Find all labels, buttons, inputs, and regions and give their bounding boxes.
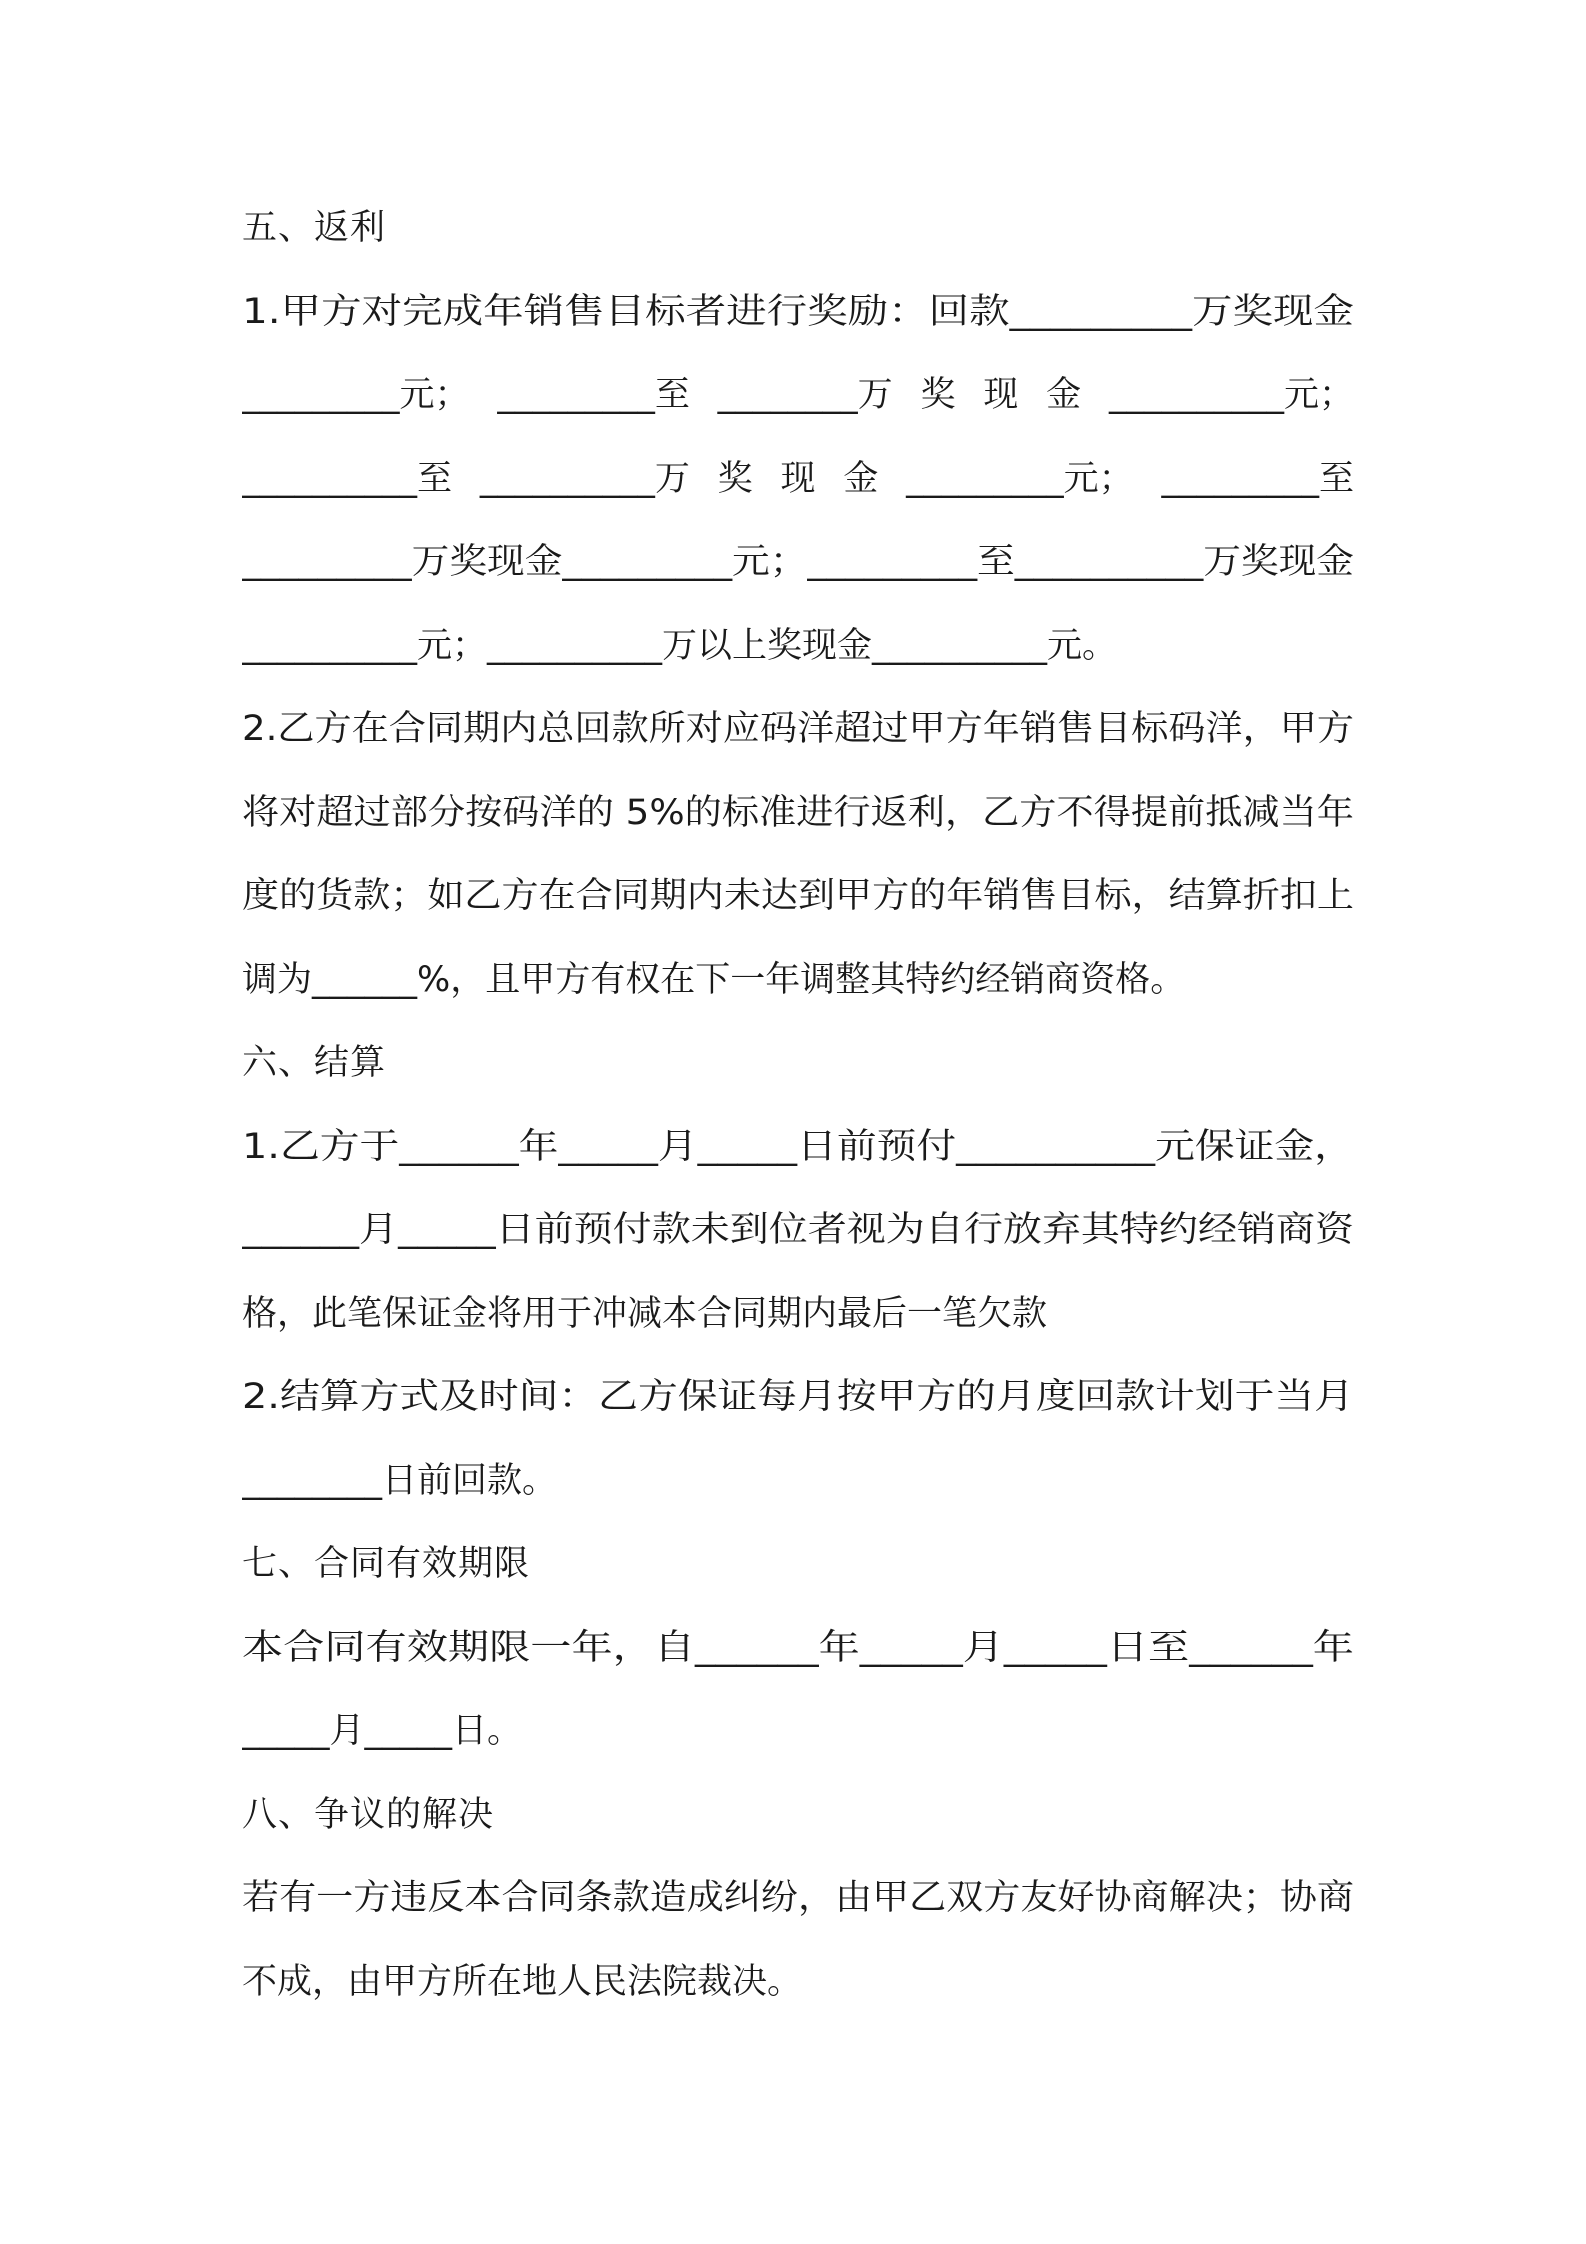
settlement-item1-line2 [242, 1200, 1354, 1284]
rebate-item2-line1 [242, 699, 1354, 783]
text-segment: __________元； [1108, 375, 1354, 415]
text-segment: _________元； [906, 458, 1134, 499]
rebate-item1-line5: __________元；__________万以上奖现金__________元。 [242, 625, 1118, 666]
contract-body [242, 198, 1354, 2035]
text-segment: _________元； [242, 375, 470, 415]
settlement-item1-line3: 格，此笔保证金将用于冲减本合同期内最后一笔欠款 [242, 1293, 1048, 1334]
rebate-item1-line1 [242, 282, 1354, 366]
text-segment: 金 [1046, 375, 1082, 415]
section-heading-rebate: 五、返利 [242, 208, 387, 248]
text-segment: 本合同有效期限一年，自______年_____月_____日至______年 [242, 1627, 1354, 1668]
text-segment: __________至 [242, 458, 453, 499]
rebate-item2-line2 [242, 783, 1354, 867]
rebate-item1-line4 [242, 532, 1354, 616]
term-line2: _____月_____日。 [242, 1711, 523, 1751]
text-segment: _________万奖现金_________元；_________至__________万奖现金 [242, 542, 1354, 582]
text-segment: 奖 [717, 458, 753, 499]
dispute-line1 [242, 1868, 1354, 1952]
rebate-item1-line2 [242, 365, 1354, 449]
rebate-item2-line3 [242, 866, 1354, 950]
term-line1 [242, 1618, 1354, 1702]
text-segment: _________至 [1161, 458, 1354, 499]
text-segment: _________至 [497, 375, 690, 415]
text-segment: 度的货款；如乙方在合同期内未达到甲方的年销售目标，结算折扣上 [242, 876, 1354, 916]
text-segment: 若有一方违反本合同条款造成纠纷，由甲乙双方友好协商解决；协商 [242, 1878, 1354, 1918]
text-segment: __________万 [479, 458, 690, 499]
text-segment: 2.结算方式及时间：乙方保证每月按甲方的月度回款计划于当月 [242, 1377, 1354, 1417]
dispute-line2: 不成，由甲方所在地人民法院裁决。 [242, 1961, 803, 2002]
section-heading-settlement: 六、结算 [242, 1043, 387, 1083]
rebate-item1-line3 [242, 449, 1354, 533]
settlement-item1-line1 [242, 1117, 1354, 1201]
text-segment: ________万 [717, 375, 893, 415]
settlement-item2-line1 [242, 1367, 1354, 1451]
section-heading-dispute: 八、争议的解决 [242, 1794, 495, 1835]
text-segment: 2.乙方在合同期内总回款所对应码洋超过甲方年销售目标码洋，甲方 [242, 709, 1354, 749]
settlement-item2-line2: ________日前回款。 [242, 1460, 558, 1501]
text-segment: 1.乙方于______年_____月_____日前预付__________元保证金， [242, 1126, 1354, 1167]
section-heading-term: 七、合同有效期限 [242, 1544, 531, 1584]
rebate-item2-line4: 调为______%，且甲方有权在下一年调整其特约经销商资格。 [242, 959, 1186, 1000]
text-segment: 将对超过部分按码洋的 5%的标准进行返利，乙方不得提前抵减当年 [242, 792, 1354, 833]
text-segment: ______月_____日前预付款未到位者视为自行放弃其特约经销商资 [242, 1210, 1354, 1250]
text-segment: 现 [983, 375, 1019, 415]
text-segment: 奖 [920, 375, 956, 415]
text-segment: 1.甲方对完成年销售目标者进行奖励：回款_________万奖现金 [242, 291, 1354, 332]
text-segment: 现 [780, 458, 816, 499]
text-segment: 金 [843, 458, 879, 499]
